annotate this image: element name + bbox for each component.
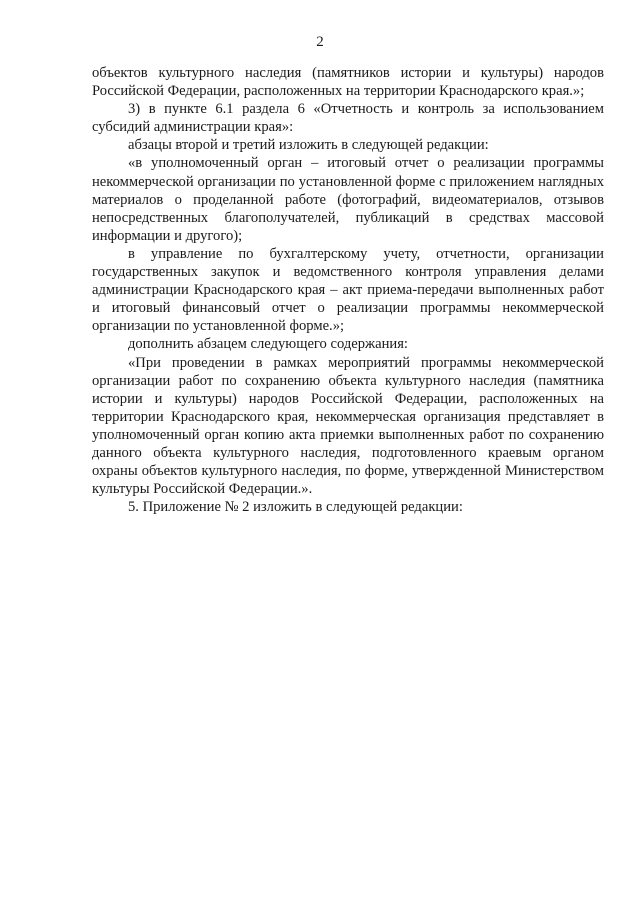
document-body bbox=[92, 64, 604, 516]
paragraph-quote-heritage-works: «При проведении в рамках мероприятий программы некоммерческой организации работ по сохранению объекта культурного наследия (памятника истории и культуры) народов Российской Федерации, расположенных на территории Краснодарского края, некоммерческая организация представляет в уполномоченный орган копию акта приемки выполненных работ по сохранению данного объекта культурного наследия, подготовленного краевым органом охраны объектов культурного наследия, по форме, утвержденной Министерством культуры Российской Федерации.». bbox=[92, 354, 604, 498]
paragraph-continuation: объектов культурного наследия (памятников истории и культуры) народов Российской Федерации, расположенных на территории Краснодарского края.»; bbox=[92, 65, 604, 100]
paragraph-instruction-paragraphs: абзацы второй и третий изложить в следующей редакции: bbox=[128, 137, 489, 154]
paragraph-item-5: 5. Приложение № 2 изложить в следующей редакции: bbox=[128, 499, 463, 516]
paragraph-instruction-add: дополнить абзацем следующего содержания: bbox=[128, 336, 408, 353]
paragraph-quote-authorized-body: «в уполномоченный орган – итоговый отчет о реализации программы некоммерческой организации по установленной форме с приложением наглядных материалов о проделанной работе (фотографий, видеоматериалов, отзывов непосредственных благополучателей, публикаций в средствах массовой информации и другого); bbox=[92, 155, 604, 244]
paragraph-item-3: 3) в пункте 6.1 раздела 6 «Отчетность и контроль за использованием субсидий администрации края»: bbox=[92, 101, 604, 136]
page-number: 2 bbox=[316, 34, 324, 50]
paragraph-quote-accounting-department: в управление по бухгалтерскому учету, отчетности, организации государственных закупок и ведомственного контроля управления делами администрации Краснодарского края – акт приема-передачи выполненных работ и итоговый финансовый отчет о реализации программы некоммерческой организации по установленной форме.»; bbox=[92, 245, 604, 335]
